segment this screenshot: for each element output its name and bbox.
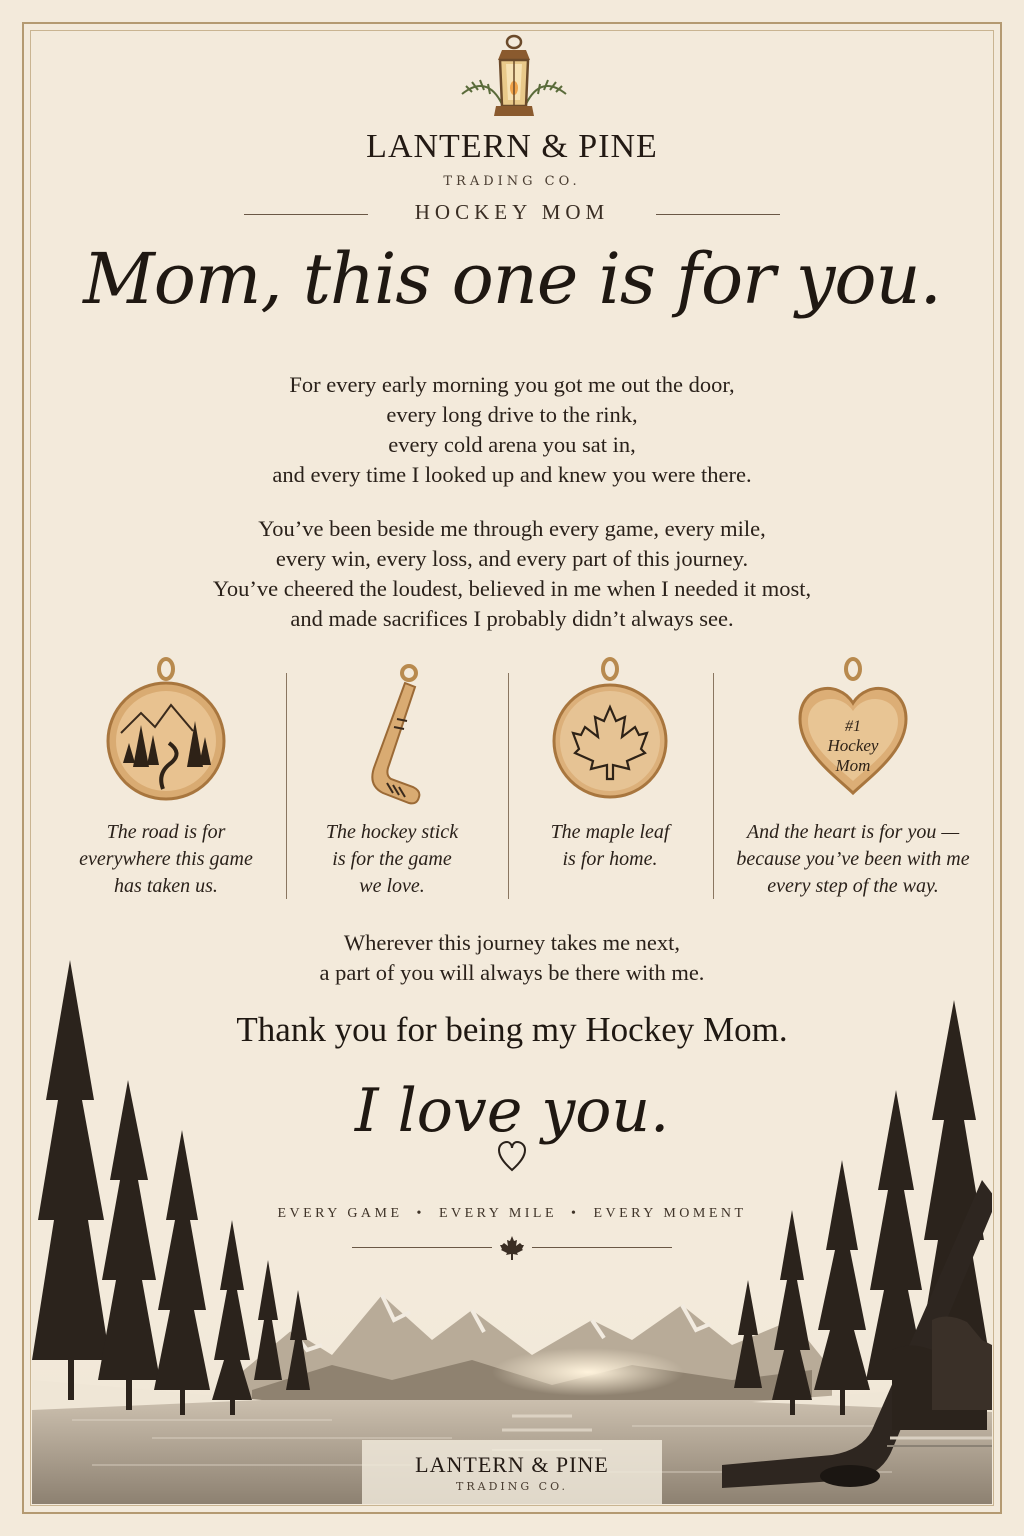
caption-line: is for home. [562,848,658,870]
body-line: and made sacrifices I probably didn’t always see. [290,606,734,631]
tagline-item: EVERY MILE [438,1206,558,1221]
headline: Mom, this one is for you. [83,238,941,320]
hockey-stick-charm-icon [327,655,457,805]
footer-brand-subtitle: TRADING CO. [456,1480,568,1493]
caption-line: is for the game [332,848,452,870]
charm-hockey-stick [282,655,502,900]
body-line: every win, every loss, and every part of this journey. [275,546,749,571]
intro-line: every cold arena you sat in, [388,432,636,457]
charm-heart [736,655,970,900]
caption-line: And the heart is for you — [746,821,960,843]
intro-line: every long drive to the rink, [386,402,638,427]
road-charm-icon [101,655,231,805]
body-line: You’ve cheered the loudest, believed in me when I needed it most, [212,576,812,601]
charm-divider [713,673,714,899]
heart-engraving-line: Mom [835,756,871,775]
closing-line: a part of you will always be there with me. [319,960,705,985]
maple-leaf-icon [498,1234,526,1262]
maple-leaf-divider [0,1232,1024,1262]
body-paragraph [0,514,1024,634]
charm-caption [723,819,983,900]
charm-caption [282,819,502,900]
section-header [0,200,1024,230]
charm-caption [500,819,720,873]
intro-line: and every time I looked up and knew you were there. [272,462,752,487]
heart-icon [497,1140,527,1174]
caption-line: has taken us. [114,875,218,897]
lantern-logo-icon [452,34,576,126]
caption-line: because you’ve been with me [736,848,970,870]
intro-paragraph [0,370,1024,490]
caption-line: The hockey stick [325,821,459,843]
love-line: I love you. [354,1076,670,1146]
tagline-item: EVERY MOMENT [593,1206,747,1221]
tagline-separator: • [571,1206,580,1221]
caption-line: we love. [359,875,425,897]
brand-subtitle: TRADING CO. [443,174,581,189]
charm-road [56,655,276,900]
footer-brand-name: LANTERN & PINE [415,1452,609,1477]
heart-charm-icon [788,655,918,805]
divider-right [532,1247,672,1248]
charm-maple-leaf [500,655,720,873]
heart-engraving-line: Hockey [827,736,879,755]
brand-name: LANTERN & PINE [366,128,658,165]
tagline-separator: • [416,1206,425,1221]
caption-line: The road is for [106,821,226,843]
tagline [0,1206,1024,1222]
divider-left [352,1247,492,1248]
tagline-item: EVERY GAME [277,1206,403,1221]
closing-line: Wherever this journey takes me next, [343,930,681,955]
intro-line: For every early morning you got me out the door, [289,372,735,397]
thanks-line: Thank you for being my Hockey Mom. [236,1010,788,1049]
section-label: HOCKEY MOM [414,200,610,224]
body-line: You’ve been beside me through every game, every mile, [258,516,766,541]
closing-paragraph [0,928,1024,988]
caption-line: The maple leaf [550,821,670,843]
caption-line: every step of the way. [767,875,939,897]
caption-line: everywhere this game [79,848,253,870]
charm-caption [56,819,276,900]
heart-engraving-line: #1 [845,718,861,735]
maple-leaf-charm-icon [545,655,675,805]
